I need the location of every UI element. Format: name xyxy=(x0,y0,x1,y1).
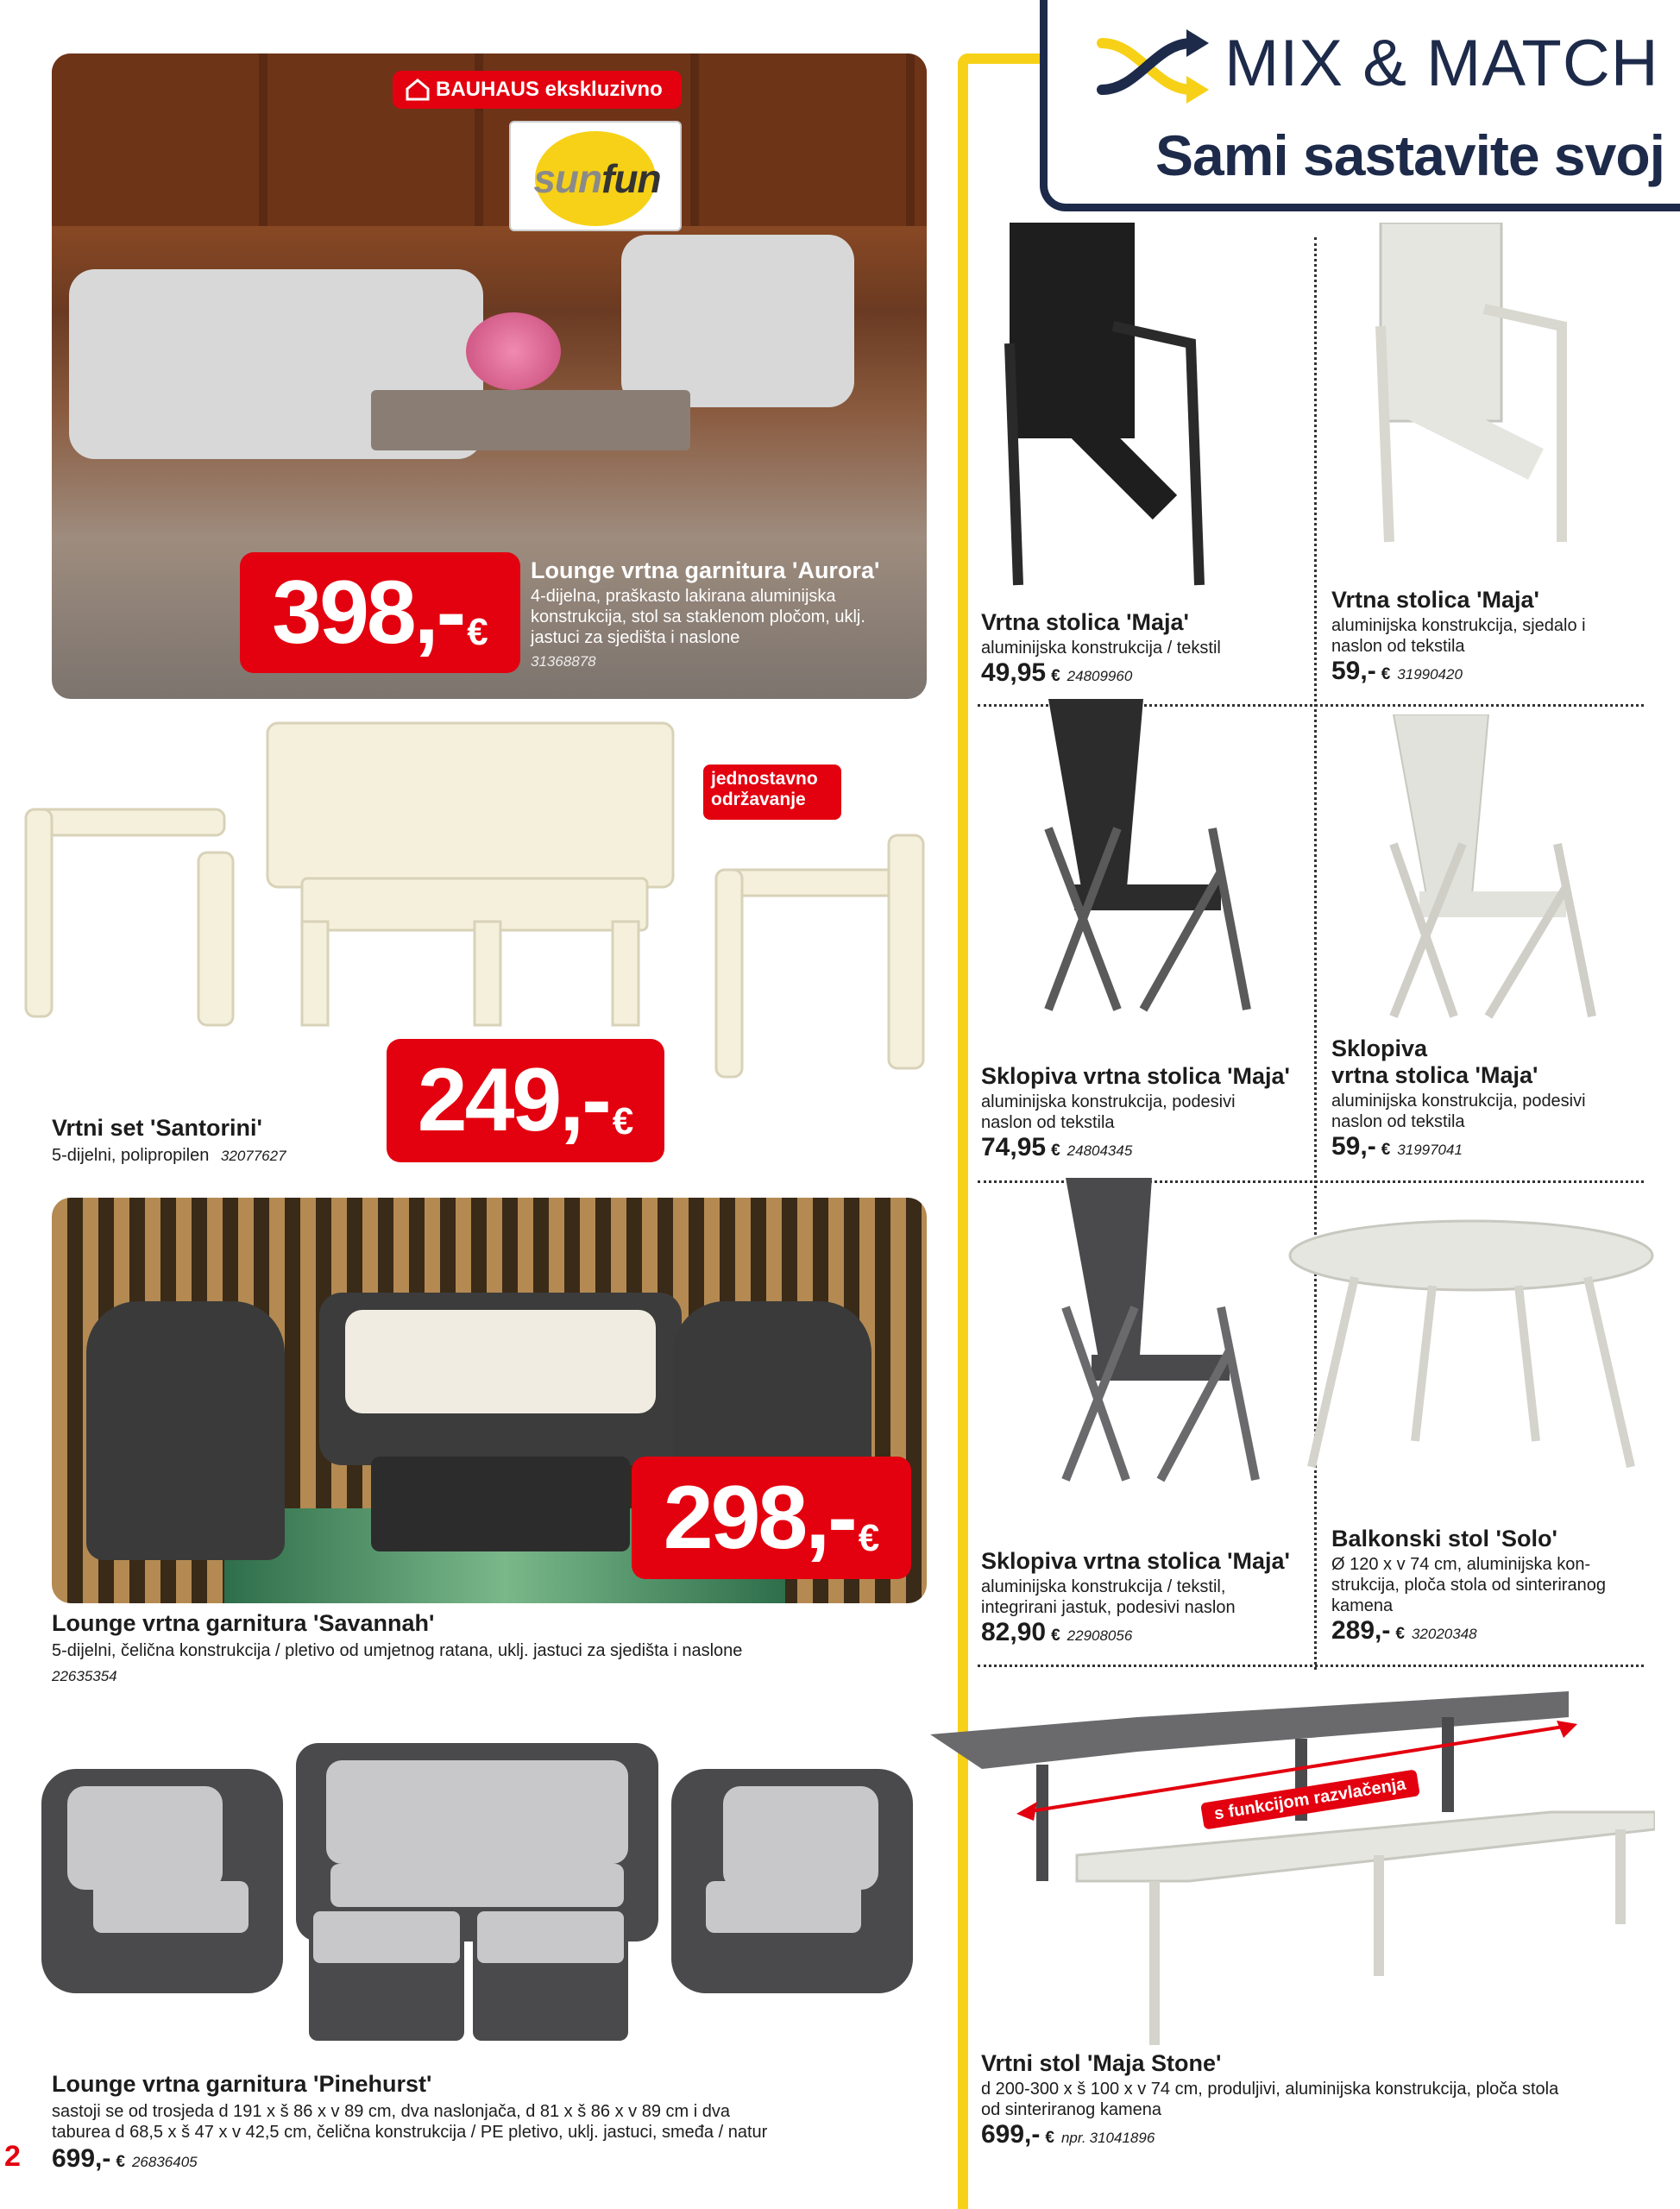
pinehurst-info xyxy=(52,2071,949,2174)
aurora-desc-2: konstrukcija, stol sa staklenom pločom, uklj. xyxy=(531,607,865,627)
savannah-name: Lounge vrtna garnitura 'Savannah' xyxy=(52,1610,435,1636)
aurora-name: Lounge vrtna garnitura 'Aurora' xyxy=(531,557,880,583)
product-1-name: Vrtna stolica 'Maja' xyxy=(981,609,1189,635)
product-3-price: 74,95 xyxy=(981,1133,1047,1162)
grid-divider-row-3 xyxy=(978,1665,1644,1667)
product-3-currency: € xyxy=(1051,1142,1060,1161)
santorini-badge-line-1: jednostavno xyxy=(711,769,818,789)
product-6-info xyxy=(1331,1526,1668,1646)
yellow-frame-top xyxy=(958,53,1053,64)
santorini-badge-line-2: održavanje xyxy=(711,790,806,810)
product-1-desc-1: aluminijska konstrukcija / tekstil xyxy=(981,639,1221,658)
aurora-photo xyxy=(52,53,927,699)
house-icon xyxy=(405,79,431,101)
product-4-desc-2: naslon od tekstila xyxy=(1331,1112,1465,1132)
maja-chair-black-image xyxy=(992,223,1234,594)
product-5-info xyxy=(981,1548,1309,1647)
folding-chair-cushion-image xyxy=(1031,1178,1281,1488)
santorini-price-tag xyxy=(387,1039,664,1162)
product-2-code: 31990420 xyxy=(1397,666,1463,683)
product-4-price: 59,- xyxy=(1331,1132,1376,1161)
product-4-code: 31997041 xyxy=(1397,1142,1463,1159)
header-title: MIX & MATCH xyxy=(1224,27,1659,100)
product-2-currency: € xyxy=(1381,665,1391,684)
flowers-shape xyxy=(466,312,561,390)
savannah-desc: 5-dijelni, čelična konstrukcija / pletivo od umjetnog ratana, uklj. jastuci za sjedišta i naslone xyxy=(52,1641,743,1661)
savannah-currency: € xyxy=(858,1517,880,1559)
product-2-desc-1: aluminijska konstrukcija, sjedalo i xyxy=(1331,616,1586,636)
santorini-desc: 5-dijelni, polipropilen xyxy=(52,1146,210,1166)
aurora-info xyxy=(531,557,910,670)
santorini-name: Vrtni set 'Santorini' xyxy=(52,1115,262,1141)
pinehurst-set-image xyxy=(33,1734,947,2080)
loveseat-cushion xyxy=(345,1310,656,1413)
aurora-currency: € xyxy=(467,611,488,653)
product-5-price: 82,90 xyxy=(981,1618,1047,1647)
santorini-code: 32077627 xyxy=(220,1148,286,1165)
chair-left-shape xyxy=(86,1301,285,1560)
aurora-desc-1: 4-dijelna, praškasto lakirana aluminijska xyxy=(531,587,836,607)
product-1-price: 49,95 xyxy=(981,658,1047,688)
product-3-info xyxy=(981,1063,1309,1162)
product-2-price: 59,- xyxy=(1331,657,1376,686)
product-7-code: 31041896 xyxy=(1089,2130,1155,2147)
product-2-info xyxy=(1331,587,1668,686)
aurora-desc-3: jastuci za sjedišta i naslone xyxy=(531,628,740,648)
product-6-desc-3: kamena xyxy=(1331,1596,1394,1616)
product-3-desc-2: naslon od tekstila xyxy=(981,1113,1115,1133)
product-5-desc-2: integrirani jastuk, podesivi naslon xyxy=(981,1598,1236,1618)
product-1-currency: € xyxy=(1051,667,1060,686)
product-4-name-1: Sklopiva xyxy=(1331,1035,1428,1061)
product-5-code: 22908056 xyxy=(1067,1627,1133,1645)
product-4-desc-1: aluminijska konstrukcija, podesivi xyxy=(1331,1092,1586,1111)
product-5-name: Sklopiva vrtna stolica 'Maja' xyxy=(981,1548,1290,1574)
product-7-price: 699,- xyxy=(981,2120,1041,2149)
santorini-badge xyxy=(703,765,841,820)
armchair-shape xyxy=(621,235,854,407)
product-7-currency: € xyxy=(1045,2129,1054,2148)
page-number: 2 xyxy=(4,2140,21,2173)
product-6-price: 289,- xyxy=(1331,1616,1391,1646)
product-4-currency: € xyxy=(1381,1141,1391,1160)
product-7-code-prefix: npr. xyxy=(1060,2130,1086,2147)
product-2-desc-2: naslon od tekstila xyxy=(1331,637,1465,657)
product-2-name: Vrtna stolica 'Maja' xyxy=(1331,587,1539,613)
santorini-price: 249,- xyxy=(417,1050,609,1150)
santorini-info xyxy=(52,1115,286,1166)
logo-sun: sun xyxy=(533,156,602,201)
product-6-desc-1: Ø 120 x v 74 cm, aluminijska kon- xyxy=(1331,1555,1591,1575)
aurora-price-tag xyxy=(240,552,520,673)
sunfun-logo xyxy=(509,121,682,231)
maja-stone-badge: s funkcijom razvlačenja xyxy=(1200,1769,1419,1829)
mix-match-header xyxy=(1040,0,1680,211)
pinehurst-name: Lounge vrtna garnitura 'Pinehurst' xyxy=(52,2071,432,2097)
header-subtitle: Sami sastavite svoj xyxy=(1155,123,1664,187)
maja-stone-table-image xyxy=(930,1683,1655,2071)
product-3-code: 24804345 xyxy=(1067,1142,1133,1160)
product-6-desc-2: strukcija, ploča stola od sinteriranog xyxy=(1331,1576,1606,1595)
savannah-price: 298,- xyxy=(663,1467,855,1568)
product-4-name-2: vrtna stolica 'Maja' xyxy=(1331,1062,1538,1089)
bauhaus-badge xyxy=(393,71,682,109)
savannah-info xyxy=(52,1610,941,1685)
product-7-name: Vrtni stol 'Maja Stone' xyxy=(981,2050,1222,2076)
savannah-photo xyxy=(52,1198,927,1603)
product-3-name: Sklopiva vrtna stolica 'Maja' xyxy=(981,1063,1290,1089)
solo-table-image xyxy=(1286,1217,1657,1476)
folding-chair-white-image xyxy=(1359,714,1609,1025)
pinehurst-desc-2: taburea d 68,5 x š 47 x v 42,5 cm, čelična konstrukcija / PE pletivo, uklj. jastuci, smeđa / natur xyxy=(52,2123,768,2143)
savannah-price-tag xyxy=(632,1457,911,1579)
shuffle-icon xyxy=(1095,19,1216,114)
folding-chair-black-image xyxy=(1014,699,1264,1018)
aurora-code: 31368878 xyxy=(531,653,596,670)
product-4-info xyxy=(1331,1035,1668,1161)
product-6-name: Balkonski stol 'Solo' xyxy=(1331,1526,1557,1551)
aurora-price: 398,- xyxy=(272,562,464,663)
pinehurst-code: 26836405 xyxy=(131,2154,198,2171)
product-7-desc-1: d 200-300 x š 100 x v 74 cm, produljivi, aluminijska konstrukcija, ploča stola xyxy=(981,2080,1559,2099)
bauhaus-badge-label: BAUHAUS ekskluzivno xyxy=(436,78,663,101)
product-1-info xyxy=(981,609,1309,688)
product-1-code: 24809960 xyxy=(1067,668,1133,685)
santorini-currency: € xyxy=(612,1100,634,1142)
product-5-currency: € xyxy=(1051,1627,1060,1646)
pinehurst-desc-1: sastoji se od trosjeda d 191 x š 86 x v 89 cm, dva naslonjača, d 81 x š 86 x v 89 cm i dva xyxy=(52,2102,730,2122)
savannah-code: 22635354 xyxy=(52,1668,117,1685)
coffee-table-shape xyxy=(371,1457,630,1551)
table-shape xyxy=(371,390,690,450)
pinehurst-price: 699,- xyxy=(52,2144,111,2174)
product-6-code: 32020348 xyxy=(1411,1626,1477,1643)
product-6-currency: € xyxy=(1395,1625,1405,1644)
pinehurst-currency: € xyxy=(116,2153,125,2172)
logo-fun: fun xyxy=(601,156,661,201)
product-5-desc-1: aluminijska konstrukcija / tekstil, xyxy=(981,1577,1226,1597)
product-3-desc-1: aluminijska konstrukcija, podesivi xyxy=(981,1092,1236,1112)
product-7-desc-2: od sinteriranog kamena xyxy=(981,2100,1162,2120)
maja-chair-white-image xyxy=(1346,223,1588,551)
product-7-info xyxy=(981,2050,1671,2149)
